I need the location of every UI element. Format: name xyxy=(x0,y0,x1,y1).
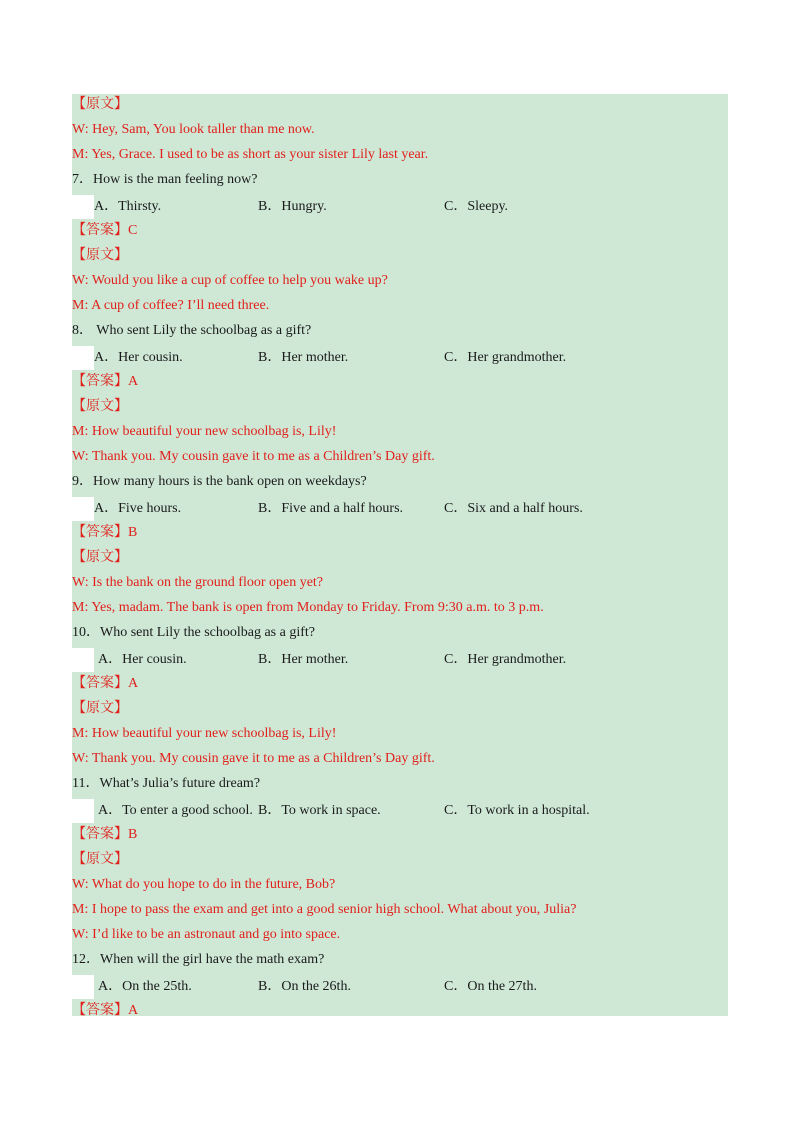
dialogue-line: W: Is the bank on the ground floor open yet? xyxy=(72,574,324,590)
option-b: B．Her mother. xyxy=(258,651,349,667)
dialogue-line: W: Thank you. My cousin gave it to me as a Children’s Day gift. xyxy=(72,448,435,464)
option-a: A．Thirsty. xyxy=(94,198,162,214)
answer-options-row xyxy=(0,648,728,672)
transcript-label: 【原文】 xyxy=(72,399,128,414)
transcript-label: 【原文】 xyxy=(72,248,128,263)
transcript-label: 【原文】 xyxy=(72,550,128,565)
option-a: A．On the 25th. xyxy=(98,978,192,994)
option-b: B．Her mother. xyxy=(258,349,349,365)
option-c: C．Her grandmother. xyxy=(444,651,567,667)
dialogue-line: M: Yes, Grace. I used to be as short as your sister Lily last year. xyxy=(72,146,429,162)
options-highlight xyxy=(94,648,728,672)
question-line: 7．How is the man feeling now? xyxy=(72,171,258,187)
dialogue-line: W: What do you hope to do in the future, Bob? xyxy=(72,876,336,892)
option-c: C．Six and a half hours. xyxy=(444,500,583,516)
transcript-label: 【原文】 xyxy=(72,701,128,716)
option-a: A．Her cousin. xyxy=(98,651,187,667)
dialogue-line: W: Would you like a cup of coffee to help you wake up? xyxy=(72,272,388,288)
answer-label: 【答案】B xyxy=(72,827,138,843)
option-a: A．Her cousin. xyxy=(94,349,183,365)
option-b: B．Hungry. xyxy=(258,198,327,214)
answer-label: 【答案】A xyxy=(72,676,139,692)
answer-options-row xyxy=(0,195,728,219)
dialogue-line: W: Hey, Sam, You look taller than me now. xyxy=(72,121,315,137)
option-c: C．Her grandmother. xyxy=(444,349,567,365)
option-a: A．Five hours. xyxy=(94,500,182,516)
options-highlight xyxy=(94,195,728,219)
dialogue-line: M: Yes, madam. The bank is open from Monday to Friday. From 9:30 a.m. to 3 p.m. xyxy=(72,599,544,615)
answer-label: 【答案】C xyxy=(72,223,138,239)
question-line: 12．When will the girl have the math exam? xyxy=(72,951,325,967)
answer-label: 【答案】A xyxy=(72,374,139,390)
option-a: A．To enter a good school. xyxy=(98,802,253,818)
answer-options-row xyxy=(0,497,728,521)
question-line: 11．What’s Julia’s future dream? xyxy=(72,775,261,791)
question-line: 8． Who sent Lily the schoolbag as a gift? xyxy=(72,322,312,338)
dialogue-line: M: How beautiful your new schoolbag is, Lily! xyxy=(72,725,337,741)
dialogue-line: M: I hope to pass the exam and get into a good senior high school. What about you, Julia? xyxy=(72,901,577,917)
question-line: 9．How many hours is the bank open on weekdays? xyxy=(72,473,367,489)
question-line: 10．Who sent Lily the schoolbag as a gift? xyxy=(72,624,315,640)
option-b: B．On the 26th. xyxy=(258,978,351,994)
transcript-label: 【原文】 xyxy=(72,852,128,867)
option-c: C．To work in a hospital. xyxy=(444,802,590,818)
options-highlight xyxy=(94,497,728,521)
dialogue-line: M: How beautiful your new schoolbag is, Lily! xyxy=(72,423,337,439)
dialogue-line: M: A cup of coffee? I’ll need three. xyxy=(72,297,270,313)
transcript-label: 【原文】 xyxy=(72,97,128,112)
dialogue-line: W: Thank you. My cousin gave it to me as a Children’s Day gift. xyxy=(72,750,435,766)
dialogue-line: W: I’d like to be an astronaut and go into space. xyxy=(72,926,341,942)
answer-options-row xyxy=(0,346,728,370)
option-b: B．To work in space. xyxy=(258,802,381,818)
answer-label: 【答案】B xyxy=(72,525,138,541)
options-highlight xyxy=(94,346,728,370)
option-c: C．On the 27th. xyxy=(444,978,537,994)
answer-label: 【答案】A xyxy=(72,1003,139,1018)
answer-options-row xyxy=(0,799,728,823)
answer-options-row xyxy=(0,975,728,999)
option-b: B．Five and a half hours. xyxy=(258,500,404,516)
option-c: C．Sleepy. xyxy=(444,198,509,214)
